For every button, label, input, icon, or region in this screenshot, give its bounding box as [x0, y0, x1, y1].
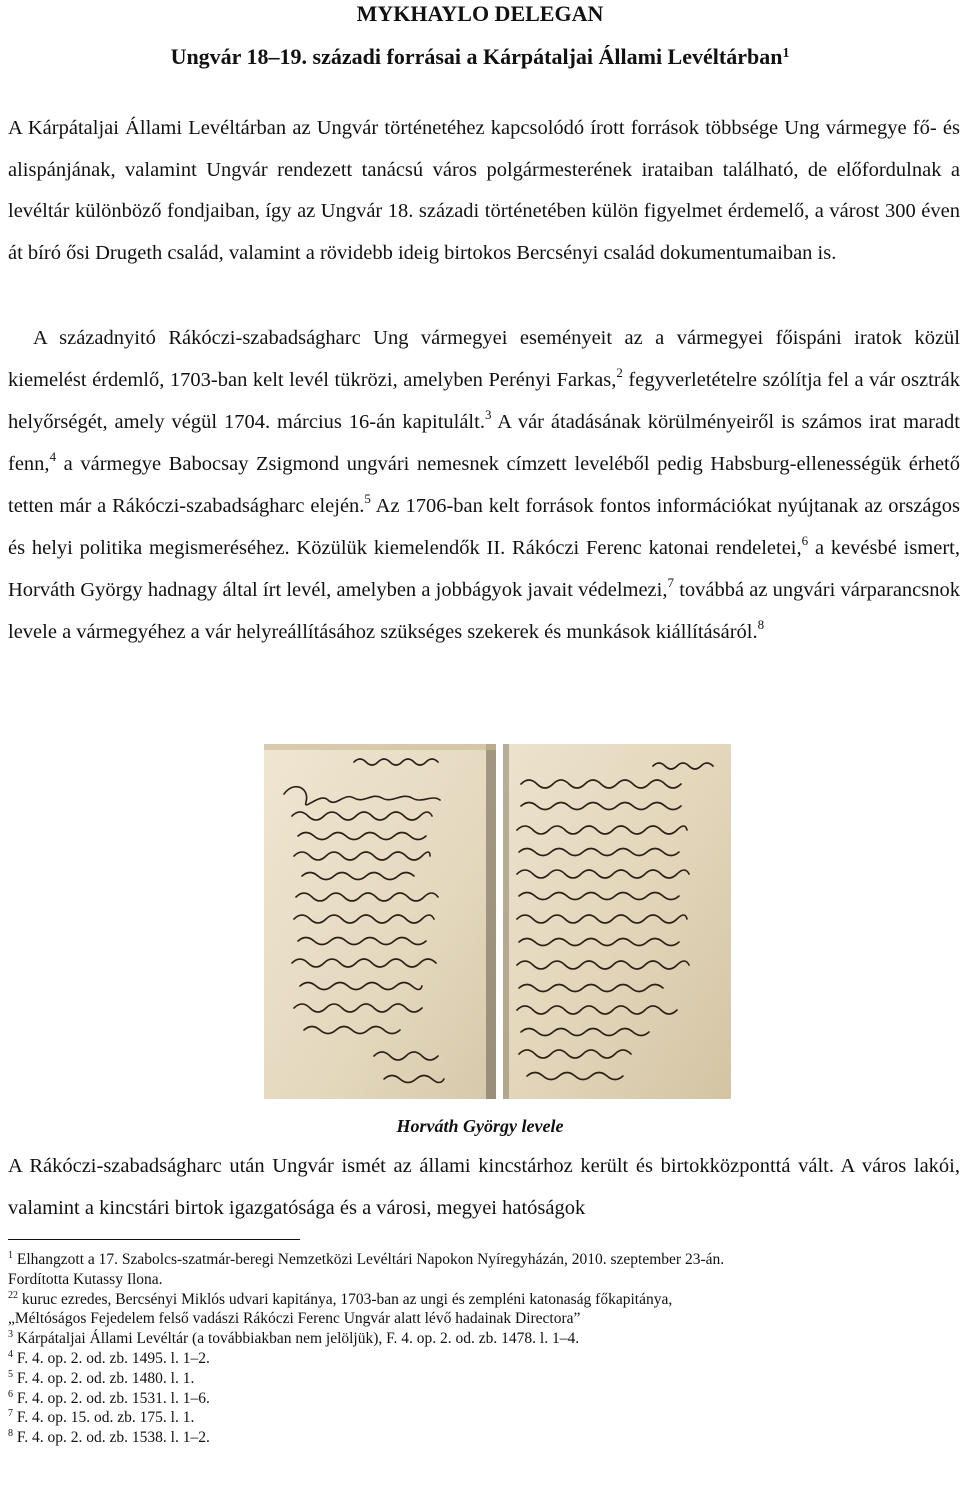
footnote-number: 6 [8, 1388, 13, 1400]
footnote-ref-5[interactable]: 5 [364, 491, 371, 506]
paragraph-2-sentence-3: A vár átadásának körülményeiről is számos irat maradt fenn, [8, 411, 960, 475]
footnote-3 [8, 1329, 960, 1349]
footnote-22 [8, 1290, 960, 1310]
footnote-number: 8 [8, 1428, 13, 1440]
footnote-separator [8, 1239, 300, 1240]
paragraph-2-sentence-2: fegyverletételre szólítja fel a vár osztrák helyőrségét, amely végül 1704. március 16-án kapitulált. [8, 369, 960, 433]
author-name: MYKHAYLO DELEGAN [356, 1, 604, 26]
document-title [0, 40, 960, 71]
footnote-text: F. 4. op. 2. od. zb. 1480. l. 1. [16, 1369, 195, 1387]
paper-right-shadow [486, 744, 496, 1099]
footnote-ref-7[interactable]: 7 [667, 575, 674, 590]
footnote-text: F. 4. op. 15. od. zb. 175. l. 1. [16, 1409, 195, 1427]
footnote-ref-4[interactable]: 4 [49, 449, 57, 464]
manuscript-left-svg [264, 744, 496, 1099]
footnote-number: 1 [8, 1250, 13, 1261]
paragraph-2 [8, 317, 960, 653]
footnote-number: 3 [8, 1329, 13, 1341]
paragraph-3: A Rákóczi-szabadságharc után Ungvár ismét az állami kincstárhoz került és birtokközponttá vált. A város lakói, valamint a kincstári birtok igazgatósága és a városi, megyei hatóságok [8, 1155, 960, 1219]
footnote-number: 4 [8, 1348, 13, 1360]
footnote-text: F. 4. op. 2. od. zb. 1531. l. 1–6. [16, 1389, 210, 1407]
footnote-number: 22 [8, 1289, 18, 1301]
footnote-text: Kárpátaljai Állami Levéltár (a továbbiakban nem jelöljük), F. 4. op. 2. od. zb. 1478. l. 1–4. [16, 1330, 580, 1348]
manuscript-image-left [264, 744, 496, 1099]
paragraph-2-sentence-5: Az 1706-ban kelt források fontos információkat nyújtanak az országos és helyi politika megismeréséhez. Közülük kiemelendők II. Rákóczi Ferenc katonai rendeletei, [8, 495, 960, 559]
footnote-ref-1[interactable]: 1 [782, 46, 790, 61]
footnote-text: Elhangzott a 17. Szabolcs-szatmár-beregi Nemzetközi Levéltári Napokon Nyíregyházán, 2010. szeptember 23-án. [16, 1251, 725, 1268]
footnote-number: 5 [8, 1368, 13, 1380]
manuscript-right-svg [503, 744, 731, 1099]
footnote-8 [8, 1428, 960, 1448]
paragraph-2-sentence-4: a vármegye Babocsay Zsigmond ungvári nemesnek címzett leveléből pedig Habsburg-ellenességük érhető tetten már a Rákóczi-szabadságharc elején. [8, 453, 960, 517]
paragraph-2-sentence-1: A századnyitó Rákóczi-szabadságharc Ung vármegyei eseményeit az a vármegyei főispáni iratok közül kiemelést érdemlő, 1703-ban kelt levél tükrözi, amelyben Perényi Farkas, [8, 327, 960, 391]
footnote-1-continued [8, 1270, 960, 1290]
paper-top-edge [264, 744, 496, 750]
paragraph-2-sentence-7: továbbá az ungvári várparancsnok levele a vármegyéhez a vár helyreállításához szükséges szekerek és munkások kiállításáról. [8, 579, 960, 643]
footnote-22-continued [8, 1309, 960, 1329]
footnote-ref-8[interactable]: 8 [757, 617, 765, 632]
footnote-ref-6[interactable]: 6 [801, 533, 809, 548]
footnote-text: kuruc ezredes, Bercsényi Miklós udvari kapitánya, 1703-ban az ungi és zempléni katonaság főkapitánya, [21, 1290, 673, 1308]
footnote-ref-3[interactable]: 3 [484, 407, 492, 422]
manuscript-image-right [503, 744, 731, 1099]
footnote-1 [8, 1250, 960, 1270]
title-text: Ungvár 18–19. századi forrásai a Kárpátaljai Állami Levéltárban [170, 44, 783, 69]
footnote-text: Fordította Kutassy Ilona. [8, 1270, 163, 1288]
image-caption: Horváth György levele [396, 1116, 564, 1136]
footnotes [8, 1250, 960, 1448]
footnote-text: F. 4. op. 2. od. zb. 1538. l. 1–2. [16, 1429, 210, 1447]
footnote-text: „Méltóságos Fejedelem felső vadászi Rákóczi Ferenc Ungvár alatt lévő hadainak Directora” [8, 1310, 581, 1328]
paragraph-1: A Kárpátaljai Állami Levéltárban az Ungvár történetéhez kapcsolódó írott források többsége Ung vármegye fő- és alispánjának, valamint Ungvár rendezett tanácsú város polgármesterének irataiban található, de előfordulnak a levéltár különböző fondjaiban, így az Ungvár 18. századi történetében külön figyelmet érdemelő, a várost 300 éven át bíró ősi Drugeth család, valamint a rövidebb ideig birtokos Bercsényi család dokumentumaiban is. [8, 117, 960, 264]
footnote-5 [8, 1369, 960, 1389]
paragraph-2-sentence-6: a kevésbé ismert, Horváth György hadnagy által írt levél, amelyben a jobbágyok javait védelmezi, [8, 537, 960, 601]
footnote-number: 7 [8, 1408, 13, 1420]
footnote-ref-2[interactable]: 2 [616, 365, 623, 380]
paper-left-shadow [503, 744, 509, 1099]
footnote-text: F. 4. op. 2. od. zb. 1495. l. 1–2. [16, 1349, 210, 1367]
footnote-6 [8, 1389, 960, 1409]
footnote-4 [8, 1349, 960, 1369]
footnote-7 [8, 1408, 960, 1428]
